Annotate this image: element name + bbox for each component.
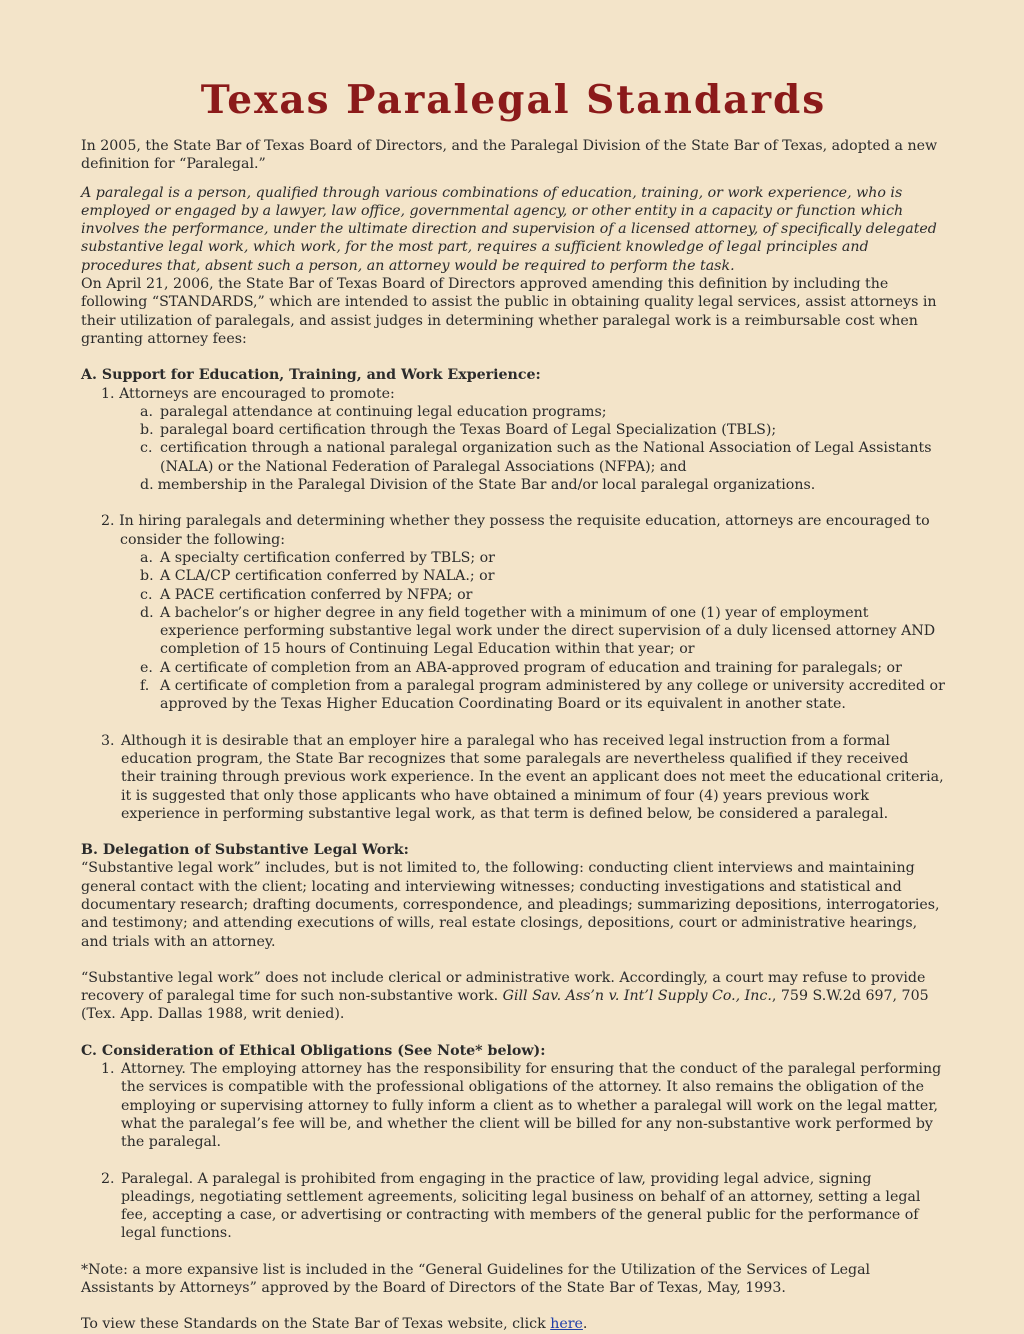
section-a-item-2 — [81, 512, 946, 549]
item-text: Attorney. The employing attorney has the responsibility for ensuring that the conduct of the paralegal performing the services is compatible with the professional obligations of the attorney. It also remains the obligation of the employing or supervising attorney to fully inform a client as to whether a paralegal will work on the legal matter, what the paralegal’s fee will be, and whether the client will be billed for any non-substantive work performed by the paralegal. — [121, 1061, 942, 1151]
section-a-item-1-sublist — [81, 403, 946, 494]
item-text: A certificate of completion from an ABA-approved program of education and training for paralegals; or — [160, 659, 902, 676]
item-text: paralegal board certification through the Texas Board of Legal Specialization (TBLS); — [160, 422, 777, 439]
item-text: A certificate of completion from a paralegal program administered by any college or university accredited or approved by the Texas Higher Education Coordinating Board or its equivalent in another state. — [160, 678, 945, 713]
list-item — [140, 659, 946, 677]
item-text: Attorneys are encouraged to promote: — [119, 385, 395, 402]
item-text: A specialty certification conferred by TBLS; or — [160, 549, 495, 566]
item-letter: a. — [140, 403, 153, 420]
intro-paragraph: In 2005, the State Bar of Texas Board of Directors, and the Paralegal Division of the State Bar of Texas, adopted a new definition for “Paralegal.” — [81, 138, 938, 173]
item-letter: b. — [140, 422, 154, 439]
section-a-item-1 — [81, 385, 946, 403]
list-item — [140, 677, 946, 714]
section-a-item-2-sublist — [81, 549, 946, 714]
section-b-paragraph-2 — [81, 969, 946, 1024]
case-citation: Gill Sav. Ass’n v. Int’l Supply Co., Inc. — [502, 988, 772, 1005]
list-item — [140, 421, 946, 439]
item-letter: a. — [140, 549, 153, 566]
footnote: *Note: a more expansive list is included in the “General Guidelines for the Utilization of the Services of Legal Assistants by Attorneys” approved by the Board of Directors of the State Bar of Texas, May, 1993. — [81, 1261, 871, 1297]
section-c-heading: C. Consideration of Ethical Obligations (See Note* below): — [81, 1042, 546, 1059]
item-text: membership in the Paralegal Division of the State Bar and/or local paralegal organizations. — [157, 477, 816, 494]
section-a — [81, 366, 946, 823]
item-text: A CLA/CP certification conferred by NALA.; or — [160, 568, 495, 585]
item-letter: c. — [140, 586, 153, 603]
item-letter: c. — [140, 440, 153, 457]
item-text: A PACE certification conferred by NFPA; or — [160, 586, 473, 603]
definition-paragraph: A paralegal is a person, qualified through various combinations of education, training, or work experience, who is employed or engaged by a lawyer, law office, governmental agency, or other entity in a capacity or function which involves the performance, under the ultimate direction and supervision of a licensed attorney, of specifically delegated substantive legal work, which work, for the most part, requires a sufficient knowledge of legal principles and procedures that, absent such a person, an attorney would be required to perform the task. — [81, 184, 937, 274]
website-line — [81, 1315, 946, 1333]
list-item — [140, 586, 946, 604]
section-c-item-1 — [81, 1060, 946, 1151]
section-b-heading: B. Delegation of Substantive Legal Work: — [81, 842, 409, 859]
item-text: A bachelor’s or higher degree in any field together with a minimum of one (1) year of employment experience performing substantive legal work under the direct supervision of a duly licensed attorney AND completion of 15 hours of Continuing Legal Education within that year; or — [160, 604, 936, 658]
item-letter: d. — [140, 604, 154, 621]
item-letter: f. — [140, 678, 150, 695]
list-item — [140, 403, 946, 421]
page-title: Texas Paralegal Standards — [200, 77, 827, 123]
citation-details: , 759 S.W.2d 697, 705 (Tex. App. Dallas 1988, writ denied). — [81, 988, 929, 1023]
item-text: Paralegal. A paralegal is prohibited from engaging in the practice of law, providing legal advice, signing pleadings, negotiating settlement agreements, soliciting legal business on behalf of an attorney, setting a legal fee, accepting a case, or advertising or contracting with members of the general public for the performance of legal functions. — [121, 1170, 921, 1242]
list-item — [140, 604, 946, 659]
list-item — [140, 439, 946, 476]
item-text: certification through a national paralegal organization such as the National Association of Legal Assistants (NALA) or the National Federation of Paralegal Associations (NFPA); and — [160, 440, 932, 475]
list-item — [140, 476, 946, 494]
here-link[interactable]: here — [550, 1316, 583, 1333]
section-b-paragraph-1: “Substantive legal work” includes, but is not limited to, the following: conducting client interviews and maintaining general contact with the client; locating and interviewing witnesses; conducting investigations and statistical and documentary research; drafting documents, correspondence, and pleadings; summarizing depositions, interrogatories, and testimony; and attending executions of wills, real estate closings, depositions, court or administrative hearings, and trials with an attorney. — [81, 860, 940, 950]
list-item — [140, 549, 946, 567]
item-number: 1. — [101, 1061, 115, 1078]
item-letter: e. — [140, 659, 153, 676]
section-b — [81, 841, 946, 1024]
item-number: 2. — [101, 1170, 115, 1187]
section-a-heading: A. Support for Education, Training, and Work Experience: — [81, 367, 541, 384]
item-text: Although it is desirable that an employer hire a paralegal who has received legal instruction from a formal education program, the State Bar recognizes that some paralegals are nevertheless qualified if they received their training through previous work experience. In the event an applicant does not meet the educational criteria, it is suggested that only those applicants who have obtained a minimum of four (4) years previous work experience in performing substantive legal work, as that term is defined below, be considered a paralegal. — [121, 732, 944, 822]
amendment-paragraph: On April 21, 2006, the State Bar of Texas Board of Directors approved amending this definition by including the following “STANDARDS,” which are intended to assist the public in obtaining quality legal services, assist attorneys in their utilization of paralegals, and assist judges in determining whether paralegal work is a reimbursable cost when granting attorney fees: — [81, 276, 937, 347]
period: . — [582, 1316, 588, 1333]
item-text: paralegal attendance at continuing legal education programs; — [160, 403, 607, 420]
item-number: 1. — [101, 385, 115, 402]
item-letter: d. — [140, 477, 154, 494]
section-c-item-2 — [81, 1170, 946, 1243]
item-number: 3. — [101, 732, 115, 749]
section-c — [81, 1042, 946, 1243]
list-item — [140, 567, 946, 585]
paragraph-text: “Substantive legal work” does not include clerical or administrative work. Accordingly, a court may refuse to provide recovery of paralegal time for such non-substantive work. — [81, 969, 926, 1005]
website-text: To view these Standards on the State Bar of Texas website, click — [81, 1316, 546, 1333]
item-text: In hiring paralegals and determining whether they possess the requisite education, attorneys are encouraged to consider the following: — [119, 513, 930, 548]
item-number: 2. — [101, 513, 115, 530]
section-a-item-3 — [81, 732, 946, 823]
item-letter: b. — [140, 568, 154, 585]
